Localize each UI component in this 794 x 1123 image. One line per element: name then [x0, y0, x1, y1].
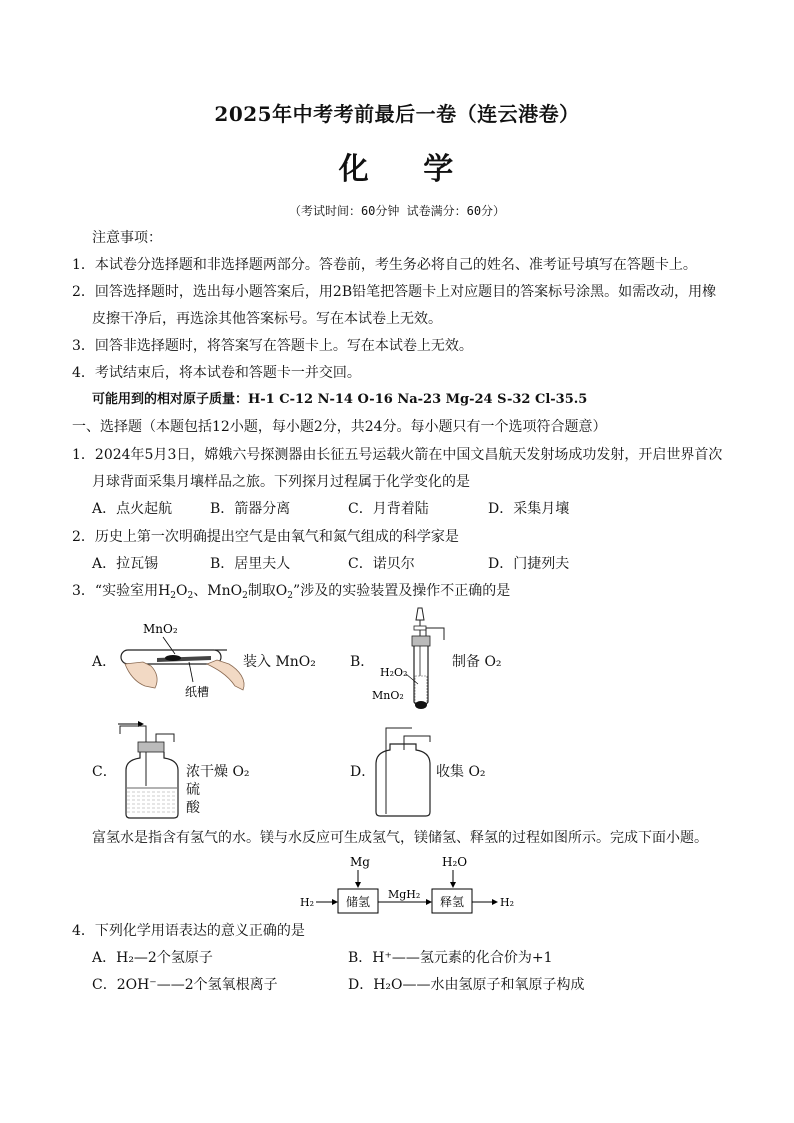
- q3-fig-a-caption: 装入 MnO₂: [243, 654, 316, 670]
- paper-trough: [157, 656, 211, 662]
- q3-stem-part-2: 、MnO: [193, 583, 243, 599]
- q3-fig-b-caption: 制备 O₂: [452, 654, 502, 670]
- fig-c-acid-char-3: 酸: [186, 800, 200, 816]
- mgh2-arrowhead: [426, 899, 432, 905]
- funnel-stopcock: [414, 626, 426, 630]
- diagram-h2o-label: H₂O: [442, 855, 468, 869]
- fig-d-illustration: [368, 722, 438, 818]
- fig-d-long-tube: [386, 728, 412, 814]
- mno2-solid: [415, 701, 427, 709]
- subject-title: 化 学: [338, 152, 476, 187]
- right-hand: [207, 660, 244, 690]
- q3-stem-prefix: 3．“实验室用H: [72, 583, 171, 599]
- notice-item-3: 3．回答非选择题时，将答案写在答题卡上。写在本试卷上无效。: [72, 338, 473, 354]
- notice-item-2: 2．回答选择题时，选出每小题答案后，用2B铅笔把答题卡上对应题目的答案标号涂黑。如需改动，用橡: [72, 284, 717, 300]
- passage-text: 富氢水是指含有氢气的水。镁与水反应可生成氢气，镁储氢、释氢的过程如图所示。完成下面小题。: [92, 830, 708, 846]
- fig-b-h2o2-pointer: [406, 674, 418, 684]
- section-1-heading: 一、选择题（本题包括12小题，每小题2分，共24分。每小题只有一个选项符合题意）: [72, 419, 607, 435]
- diagram-h2-out-label: H₂: [500, 896, 515, 909]
- q3-stem-suffix: ”涉及的实验装置及操作不正确的是: [293, 583, 511, 599]
- q4-option-c: C．2OH⁻——2个氢氧根离子: [92, 977, 278, 993]
- notice-item-4: 4．考试结束后，将本试卷和答题卡一并交回。: [72, 365, 361, 381]
- q3-fig-d-caption: 收集 O₂: [436, 764, 486, 780]
- q3-fig-d-letter: D．: [350, 764, 376, 780]
- diagram-h2-in-label: H₂: [300, 896, 315, 909]
- q4-option-d: D．H₂O——水由氢原子和氧原子构成: [348, 977, 585, 993]
- fig-c-acid-label: [186, 763, 200, 817]
- diagram-store-label: 储氢: [346, 895, 371, 909]
- sub-2: 2: [170, 591, 177, 601]
- q2-option-a: A．拉瓦锡: [92, 556, 159, 572]
- hydrogen-storage-diagram: [296, 852, 526, 914]
- sub-2: 2: [287, 591, 294, 601]
- fig-d-short-tube: [404, 736, 430, 750]
- q3-fig-b-letter: B．: [350, 654, 375, 670]
- q2-option-c: C．诺贝尔: [348, 556, 415, 572]
- notice-item-2-cont: 皮擦干净后，再选涂其他答案标号。写在本试卷上无效。: [92, 311, 442, 327]
- left-hand: [125, 662, 157, 688]
- sub-2: 2: [187, 591, 194, 601]
- q3-stem-part-3: 制取O: [247, 583, 288, 599]
- mno2-powder: [165, 655, 181, 661]
- notice-heading: 注意事项：: [92, 230, 162, 246]
- fig-a-trough-label: 纸槽: [185, 685, 210, 699]
- fig-a-pointer-line: [163, 637, 175, 654]
- q2-option-b: B．居里夫人: [210, 556, 291, 572]
- fig-c-acid-char-2: 硫: [186, 782, 200, 798]
- diagram-mgh2-label: MgH₂: [388, 888, 421, 901]
- collecting-bottle: [376, 744, 430, 816]
- q4-option-b: B．H⁺——氢元素的化合价为+1: [348, 950, 553, 966]
- fig-a-illustration: [115, 616, 255, 702]
- fig-b-mno2-label: MnO₂: [372, 689, 404, 702]
- funnel-top: [416, 608, 424, 620]
- h2-in-arrowhead: [332, 899, 338, 905]
- q3-fig-a-letter: A．: [92, 654, 117, 670]
- fig-a-mno2-label: MnO₂: [143, 622, 178, 636]
- fig-c-acid-char-1: 浓: [186, 764, 200, 780]
- h2o-arrowhead: [450, 882, 456, 888]
- q3-stem: [72, 581, 510, 606]
- liquid-hatch: [127, 792, 177, 812]
- inlet-tube: [120, 726, 146, 786]
- q1-option-c: C．月背着陆: [348, 501, 429, 517]
- h2-out-arrowhead: [492, 899, 498, 905]
- q2-stem: 2．历史上第一次明确提出空气是由氧气和氮气组成的科学家是: [72, 529, 459, 545]
- mg-arrowhead: [355, 882, 361, 888]
- q1-option-d: D．采集月壤: [488, 501, 570, 517]
- sub-2: 2: [242, 591, 248, 601]
- q1-option-a: A．点火起航: [92, 501, 173, 517]
- q4-stem: 4．下列化学用语表达的意义正确的是: [72, 923, 305, 939]
- q3-fig-c-letter: C．: [92, 764, 117, 780]
- q1-stem-line-2: 月球背面采集月壤样品之旅。下列探月过程属于化学变化的是: [92, 474, 470, 490]
- q2-option-d: D．门捷列夫: [488, 556, 570, 572]
- q1-stem-line-1: 1．2024年5月3日，嫦娥六号探测器由长征五号运载火箭在中国文昌航天发射场成功发射，开启世界首次: [72, 447, 723, 463]
- bottle-stopper: [138, 742, 164, 752]
- test-tube-body: [414, 646, 428, 707]
- exam-info: （考试时间：60分钟 试卷满分：60分）: [288, 204, 506, 218]
- fig-a-trough-pointer: [189, 662, 193, 682]
- diagram-release-label: 释氢: [440, 895, 465, 909]
- notice-item-1: 1．本试卷分选择题和非选择题两部分。答卷前，考生务必将自己的姓名、准考证号填写在答题卡上。: [72, 257, 697, 273]
- fig-b-h2o2-label: H₂O₂: [380, 666, 408, 679]
- q3-fig-c-caption: 干燥 O₂: [200, 764, 250, 780]
- diagram-mg-label: Mg: [350, 855, 370, 869]
- fig-c-illustration: [112, 716, 192, 820]
- q1-option-b: B．箭器分离: [210, 501, 291, 517]
- atomic-masses: 可能用到的相对原子质量：H-1 C-12 N-14 O-16 Na-23 Mg-24 S-32 Cl-35.5: [92, 392, 588, 407]
- q4-option-a: A．H₂—2个氢原子: [92, 950, 213, 966]
- paper-title: 2025年中考考前最后一卷（连云港卷）: [214, 102, 580, 126]
- q3-stem-part-1: O: [176, 583, 188, 599]
- rubber-stopper: [412, 636, 430, 646]
